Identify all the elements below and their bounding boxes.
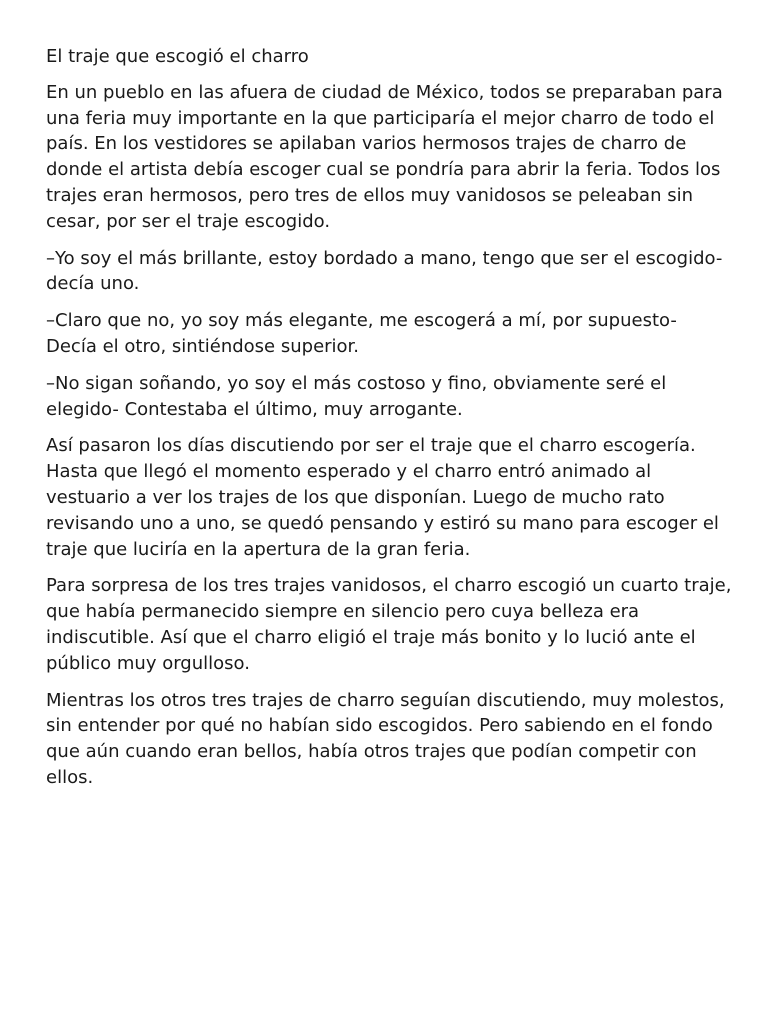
paragraph-intro: En un pueblo en las afuera de ciudad de México, todos se preparaban para una feria muy importante en la que participaría el mejor charro de todo el país. En los vestidores se apilaban varios hermosos trajes de charro de donde el artista debía escoger cual se pondría para abrir la feria. Todos los trajes eran hermosos, pero tres de ellos muy vanidosos se peleaban sin cesar, por ser el traje escogido. bbox=[46, 81, 723, 232]
paragraph-days-passed: Así pasaron los días discutiendo por ser el traje que el charro escogería. Hasta que llegó el momento esperado y el charro entró animado al vestuario a ver los trajes de los que disponían. Luego de mucho rato revisando uno a uno, se quedó pensando y estiró su mano para escoger el traje que luciría en la apertura de la gran feria. bbox=[46, 435, 719, 560]
paragraph-dialogue-second: –Claro que no, yo soy más elegante, me escogerá a mí, por supuesto- Decía el otro, sintiéndose superior. bbox=[46, 310, 677, 357]
paragraph-dialogue-third: –No sigan soñando, yo soy el más costoso y fino, obviamente seré el elegido- Contestaba el último, muy arrogante. bbox=[46, 372, 667, 420]
paragraph-dialogue-first: –Yo soy el más brillante, estoy bordado a mano, tengo que ser el escogido- decía uno. bbox=[46, 247, 723, 295]
paragraph-surprise: Para sorpresa de los tres trajes vanidosos, el charro escogió un cuarto traje, que había permanecido siempre en silencio pero cuya belleza era indiscutible. Así que el charro eligió el traje más bonito y lo lució ante el público muy orgulloso. bbox=[46, 575, 732, 674]
document-title: El traje que escogió el charro bbox=[46, 46, 309, 67]
paragraph-ending: Mientras los otros tres trajes de charro seguían discutiendo, muy molestos, sin entender por qué no habían sido escogidos. Pero sabiendo en el fondo que aún cuando eran bellos, había otros trajes que podían competir con ellos. bbox=[46, 689, 725, 788]
